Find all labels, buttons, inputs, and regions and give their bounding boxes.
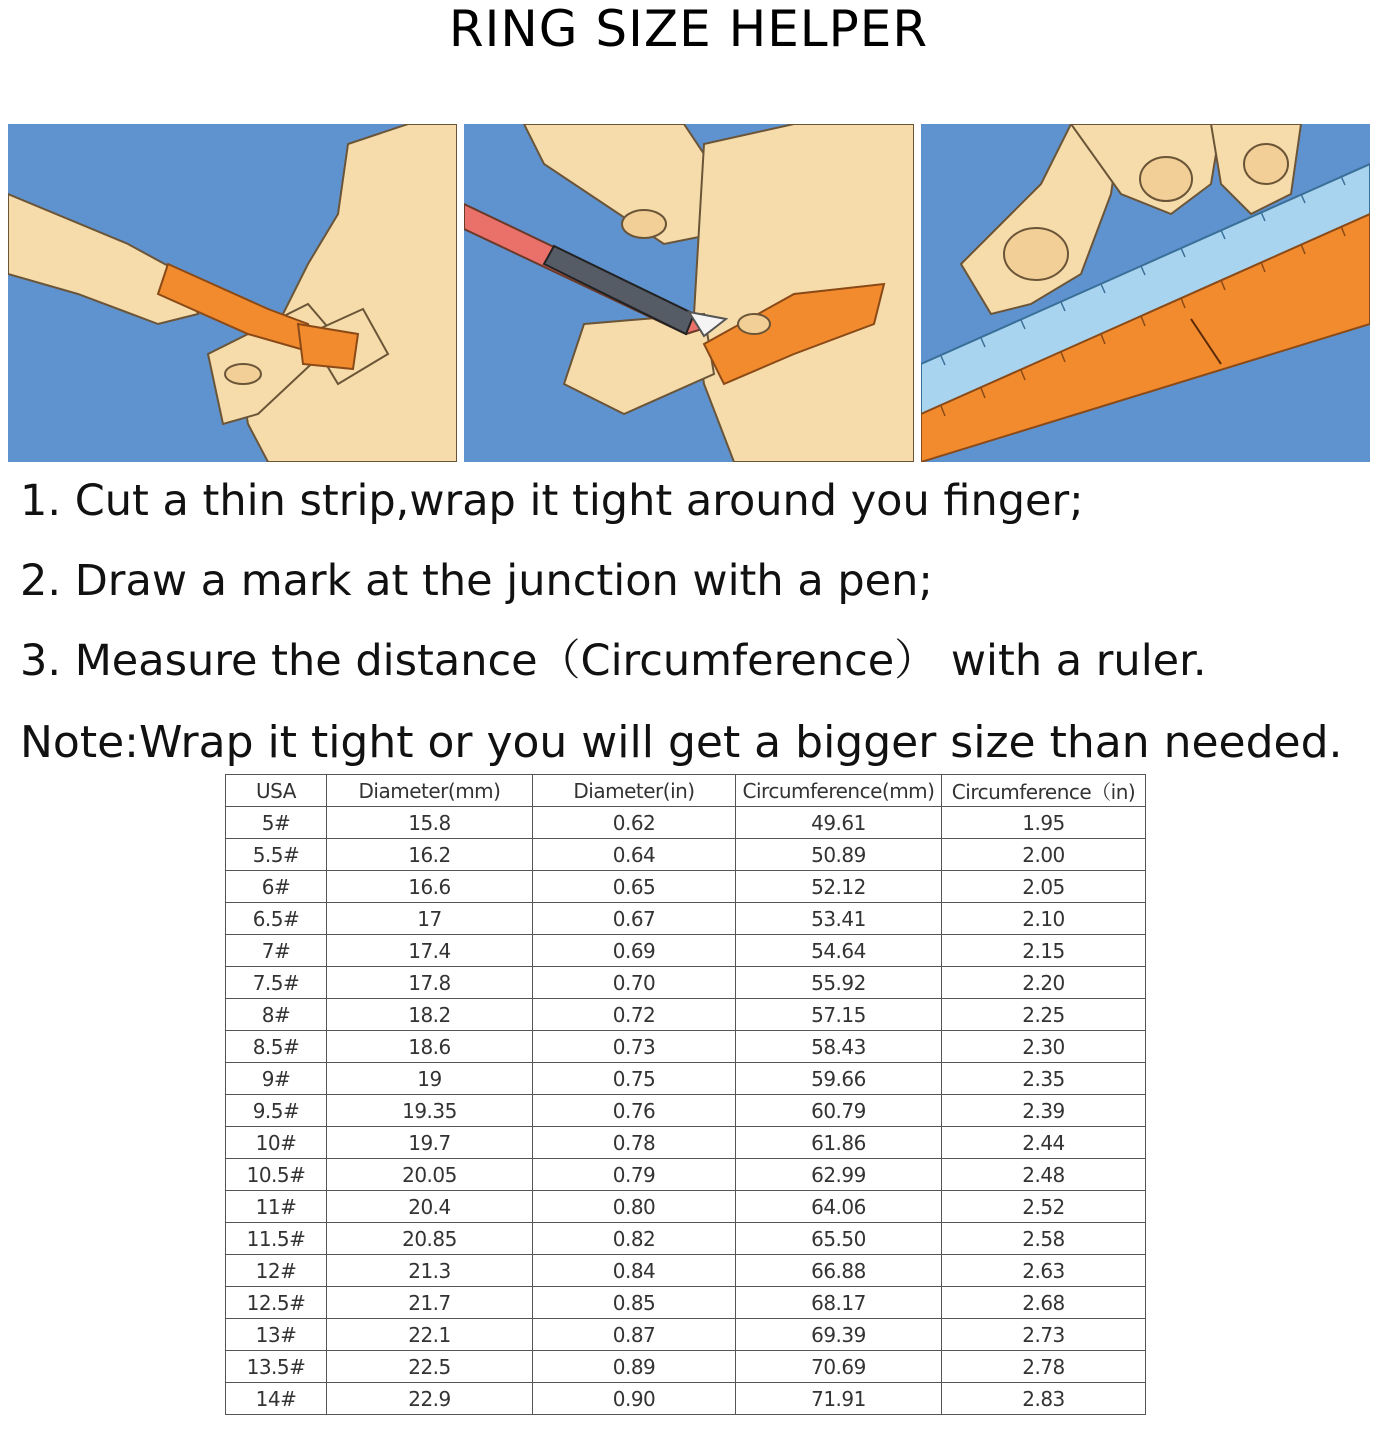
diameter-in-cell: 0.62 (533, 807, 736, 839)
usa-size-cell: 14# (226, 1383, 327, 1415)
circumference-in-cell: 2.58 (942, 1223, 1146, 1255)
measure-with-ruler-illustration (921, 124, 1370, 462)
usa-size-cell: 5.5# (226, 839, 327, 871)
circumference-in-cell: 2.63 (942, 1255, 1146, 1287)
table-header-row (226, 775, 1146, 807)
diameter-in-cell: 0.79 (533, 1159, 736, 1191)
diameter-in-cell: 0.73 (533, 1031, 736, 1063)
table-row (226, 935, 1146, 967)
diameter-in-cell: 0.82 (533, 1223, 736, 1255)
circumference-in-cell: 2.73 (942, 1319, 1146, 1351)
circumference-mm-cell: 64.06 (736, 1191, 942, 1223)
usa-size-cell: 6# (226, 871, 327, 903)
usa-size-cell: 10# (226, 1127, 327, 1159)
usa-size-cell: 12# (226, 1255, 327, 1287)
table-row (226, 1063, 1146, 1095)
circumference-mm-cell: 53.41 (736, 903, 942, 935)
header-diameter-in: Diameter(in) (533, 775, 736, 807)
table-row (226, 1191, 1146, 1223)
circumference-mm-cell: 54.64 (736, 935, 942, 967)
circumference-mm-cell: 71.91 (736, 1383, 942, 1415)
usa-size-cell: 8.5# (226, 1031, 327, 1063)
circumference-mm-cell: 49.61 (736, 807, 942, 839)
circumference-mm-cell: 70.69 (736, 1351, 942, 1383)
diameter-in-cell: 0.67 (533, 903, 736, 935)
wrap-strip-illustration (8, 124, 457, 462)
table-row (226, 999, 1146, 1031)
table-row (226, 871, 1146, 903)
diameter-in-cell: 0.76 (533, 1095, 736, 1127)
table-row (226, 967, 1146, 999)
table-row (226, 1095, 1146, 1127)
circumference-in-cell: 2.25 (942, 999, 1146, 1031)
diameter-in-cell: 0.89 (533, 1351, 736, 1383)
circumference-mm-cell: 62.99 (736, 1159, 942, 1191)
usa-size-cell: 10.5# (226, 1159, 327, 1191)
diameter-in-cell: 0.85 (533, 1287, 736, 1319)
usa-size-cell: 11# (226, 1191, 327, 1223)
diameter-in-cell: 0.69 (533, 935, 736, 967)
circumference-in-cell: 2.44 (942, 1127, 1146, 1159)
header-circumference-mm: Circumference(mm) (736, 775, 942, 807)
circumference-in-cell: 2.10 (942, 903, 1146, 935)
diameter-mm-cell: 17 (327, 903, 533, 935)
usa-size-cell: 7# (226, 935, 327, 967)
circumference-mm-cell: 55.92 (736, 967, 942, 999)
diameter-mm-cell: 19.35 (327, 1095, 533, 1127)
table-row (226, 1351, 1146, 1383)
circumference-mm-cell: 66.88 (736, 1255, 942, 1287)
diameter-in-cell: 0.75 (533, 1063, 736, 1095)
table-row (226, 1223, 1146, 1255)
circumference-in-cell: 2.30 (942, 1031, 1146, 1063)
diameter-in-cell: 0.87 (533, 1319, 736, 1351)
diameter-mm-cell: 17.4 (327, 935, 533, 967)
diameter-mm-cell: 20.4 (327, 1191, 533, 1223)
circumference-in-cell: 2.68 (942, 1287, 1146, 1319)
usa-size-cell: 13# (226, 1319, 327, 1351)
diameter-in-cell: 0.64 (533, 839, 736, 871)
circumference-in-cell: 2.05 (942, 871, 1146, 903)
diameter-mm-cell: 16.6 (327, 871, 533, 903)
header-circumference-in: Circumference（in) (942, 775, 1146, 807)
diameter-in-cell: 0.84 (533, 1255, 736, 1287)
diameter-mm-cell: 16.2 (327, 839, 533, 871)
usa-size-cell: 6.5# (226, 903, 327, 935)
page-title: RING SIZE HELPER (448, 0, 929, 58)
diameter-mm-cell: 19 (327, 1063, 533, 1095)
diameter-mm-cell: 20.85 (327, 1223, 533, 1255)
circumference-in-cell: 2.15 (942, 935, 1146, 967)
circumference-mm-cell: 52.12 (736, 871, 942, 903)
usa-size-cell: 9.5# (226, 1095, 327, 1127)
diameter-in-cell: 0.72 (533, 999, 736, 1031)
usa-size-cell: 7.5# (226, 967, 327, 999)
table-row (226, 1127, 1146, 1159)
diameter-mm-cell: 22.9 (327, 1383, 533, 1415)
circumference-mm-cell: 59.66 (736, 1063, 942, 1095)
table-row (226, 807, 1146, 839)
usa-size-cell: 11.5# (226, 1223, 327, 1255)
diameter-in-cell: 0.70 (533, 967, 736, 999)
table-row (226, 1159, 1146, 1191)
circumference-mm-cell: 60.79 (736, 1095, 942, 1127)
step-2-text: 2. Draw a mark at the junction with a pen; (20, 556, 933, 606)
circumference-in-cell: 2.83 (942, 1383, 1146, 1415)
usa-size-cell: 8# (226, 999, 327, 1031)
diameter-mm-cell: 15.8 (327, 807, 533, 839)
header-usa: USA (226, 775, 327, 807)
instruction-illustrations (8, 124, 1370, 462)
diameter-mm-cell: 21.7 (327, 1287, 533, 1319)
table-row (226, 1287, 1146, 1319)
circumference-in-cell: 1.95 (942, 807, 1146, 839)
usa-size-cell: 12.5# (226, 1287, 327, 1319)
note-text: Note:Wrap it tight or you will get a bigger size than needed. (20, 717, 1343, 768)
circumference-in-cell: 2.20 (942, 967, 1146, 999)
diameter-mm-cell: 17.8 (327, 967, 533, 999)
diameter-mm-cell: 22.5 (327, 1351, 533, 1383)
table-body (226, 807, 1146, 1415)
table-row (226, 1319, 1146, 1351)
table-row (226, 903, 1146, 935)
circumference-in-cell: 2.39 (942, 1095, 1146, 1127)
diameter-mm-cell: 18.2 (327, 999, 533, 1031)
circumference-in-cell: 2.48 (942, 1159, 1146, 1191)
table-row (226, 1255, 1146, 1287)
circumference-in-cell: 2.52 (942, 1191, 1146, 1223)
diameter-mm-cell: 19.7 (327, 1127, 533, 1159)
table-row (226, 839, 1146, 871)
circumference-mm-cell: 57.15 (736, 999, 942, 1031)
mark-with-pen-illustration (464, 124, 914, 462)
usa-size-cell: 5# (226, 807, 327, 839)
table-row (226, 1383, 1146, 1415)
circumference-mm-cell: 68.17 (736, 1287, 942, 1319)
diameter-mm-cell: 21.3 (327, 1255, 533, 1287)
header-diameter-mm: Diameter(mm) (327, 775, 533, 807)
circumference-in-cell: 2.00 (942, 839, 1146, 871)
usa-size-cell: 9# (226, 1063, 327, 1095)
step-3-text: 3. Measure the distance（Circumference） with a ruler. (20, 636, 1207, 686)
diameter-mm-cell: 20.05 (327, 1159, 533, 1191)
diameter-in-cell: 0.80 (533, 1191, 736, 1223)
circumference-mm-cell: 61.86 (736, 1127, 942, 1159)
table-row (226, 1031, 1146, 1063)
step-1-text: 1. Cut a thin strip,wrap it tight around you finger; (20, 476, 1084, 526)
diameter-mm-cell: 18.6 (327, 1031, 533, 1063)
circumference-mm-cell: 50.89 (736, 839, 942, 871)
usa-size-cell: 13.5# (226, 1351, 327, 1383)
circumference-in-cell: 2.35 (942, 1063, 1146, 1095)
circumference-mm-cell: 58.43 (736, 1031, 942, 1063)
circumference-mm-cell: 69.39 (736, 1319, 942, 1351)
circumference-in-cell: 2.78 (942, 1351, 1146, 1383)
diameter-mm-cell: 22.1 (327, 1319, 533, 1351)
ring-size-table (225, 774, 1146, 1415)
circumference-mm-cell: 65.50 (736, 1223, 942, 1255)
diameter-in-cell: 0.90 (533, 1383, 736, 1415)
diameter-in-cell: 0.78 (533, 1127, 736, 1159)
diameter-in-cell: 0.65 (533, 871, 736, 903)
